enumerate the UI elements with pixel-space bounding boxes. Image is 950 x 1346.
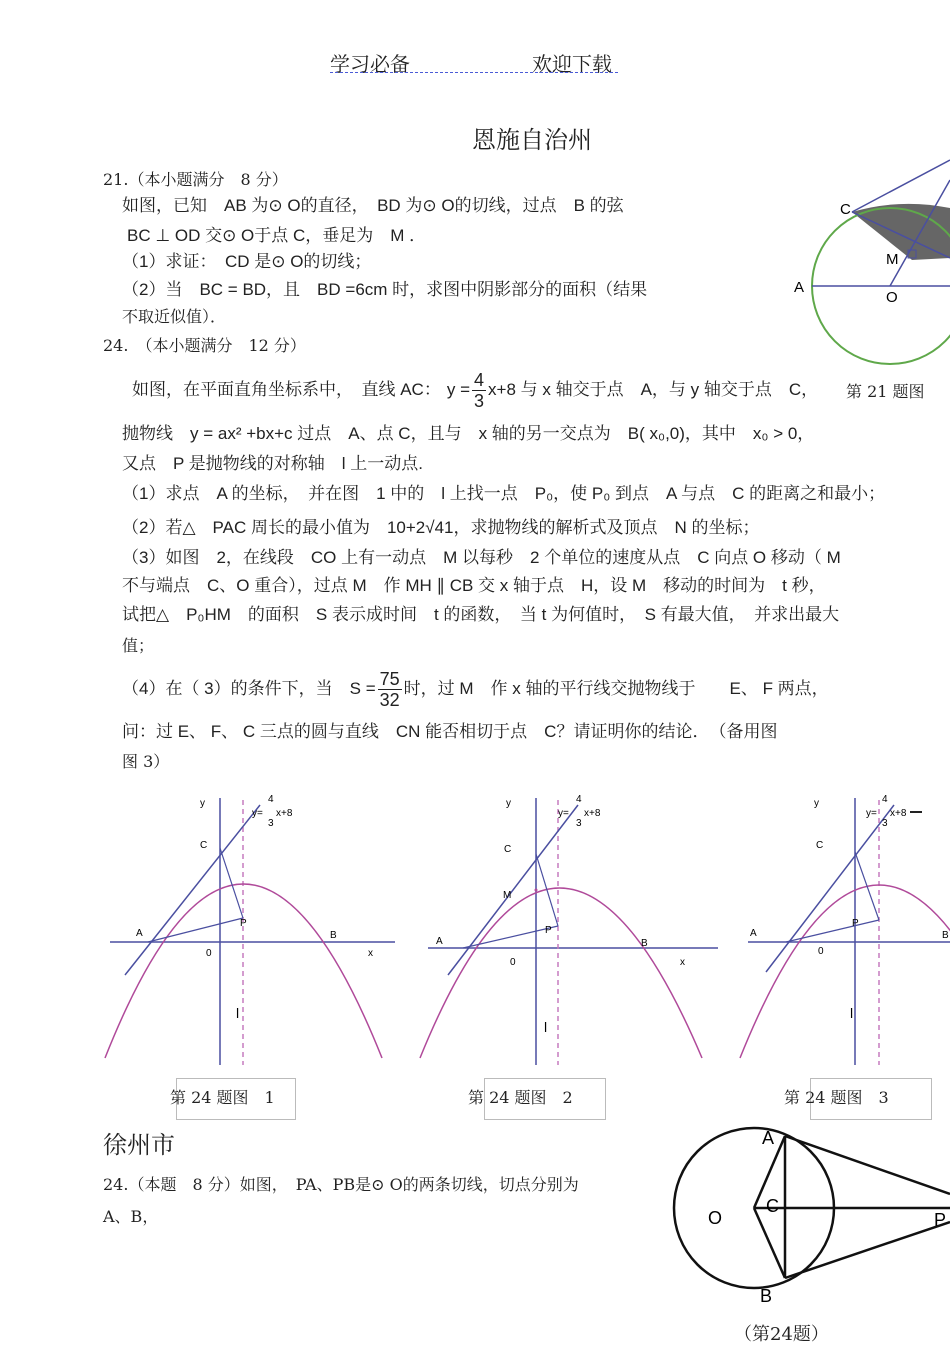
header-left: 学习必备 — [330, 52, 410, 76]
fig2-label-m: M — [503, 890, 512, 901]
fig1-label-x: x — [368, 948, 373, 959]
q24-figure-2 — [418, 790, 728, 1070]
segment-cp — [220, 848, 243, 918]
fraction-num: 4 — [474, 369, 485, 390]
q24b-line2: A、B， — [103, 1207, 159, 1226]
fig1-label-a: A — [136, 928, 143, 939]
q24-part4-cont2: 图 3） — [122, 752, 170, 771]
q21-line2: 如图，已知 AB 为⊙ O的直径， BD 为⊙ O的切线，过点 B 的弦 — [122, 196, 624, 215]
fig2-eq-post: x+8 — [584, 808, 601, 819]
fig3-y-label: y — [814, 798, 819, 809]
fig2-label-c: C — [504, 844, 512, 855]
q24-heading: 24. （本小题满分 12 分） — [103, 336, 306, 355]
label-b: B — [760, 1286, 773, 1306]
parabola — [420, 888, 702, 1058]
tangent-pa — [785, 1136, 950, 1194]
fig2-y-label: y — [506, 798, 511, 809]
fig2-label-b: B — [641, 938, 648, 949]
fig1-eq-pre: y= — [252, 808, 263, 819]
q24-line3: 又点 P 是抛物线的对称轴 l 上一动点. — [122, 454, 423, 473]
fig3-label-l: l — [850, 1005, 854, 1021]
segment-ap — [148, 918, 243, 942]
fig1-label-l: l — [236, 1005, 240, 1021]
section-title-enshi: 恩施自治州 — [472, 126, 592, 154]
label-c: C — [766, 1196, 779, 1216]
q21-part2-cont: 不取近似值）． — [122, 307, 227, 326]
fig1-label-o: 0 — [206, 948, 212, 959]
fig1-eq-num: 4 — [268, 794, 274, 805]
label-o: O — [886, 289, 898, 306]
section-title-xuzhou: 徐州市 — [103, 1131, 175, 1159]
q24-part4-s: S = — [349, 679, 376, 698]
fig3-label-p: P — [852, 918, 859, 929]
segment-cp — [855, 852, 879, 920]
fig3-eq-den: 3 — [882, 818, 888, 829]
q21-part2: （2）当 BC = BD，且 BD =6cm 时，求图中阴影部分的面积（结果 — [122, 280, 648, 299]
q24b-figure — [668, 1122, 950, 1312]
q24-part4-b: 时，过 M 作 x 轴的平行线交抛物线于 E、 F 两点， — [403, 679, 829, 698]
line-ac — [766, 805, 894, 972]
q24-fig2-caption: 第 24 题图 2 — [468, 1088, 573, 1107]
fig3-eq-post: x+8 — [890, 808, 907, 819]
label-c: C — [840, 201, 851, 218]
q24-fig1-caption: 第 24 题图 1 — [170, 1088, 275, 1107]
fig3-eq-num: 4 — [882, 794, 888, 805]
fig1-eq-post: x+8 — [276, 808, 293, 819]
radius-ob — [754, 1208, 785, 1278]
label-o: O — [708, 1208, 723, 1228]
q21-heading: 21.（本小题满分 8 分） — [103, 170, 288, 189]
fig1-label-c: C — [200, 840, 208, 851]
header-right: 欢迎下载 — [532, 52, 612, 76]
q24b-line1: 24.（本题 8 分）如图， PA、PB是⊙ O的两条切线，切点分别为 — [103, 1175, 579, 1194]
q21-part1: （1）求证： CD 是⊙ O的切线； — [122, 252, 372, 271]
q24-part1: （1）求点 A 的坐标， 并在图 1 中的 l 上找一点 P₀，使 P₀ 到点 A 与点 C 的距离之和最小； — [122, 484, 886, 503]
point-m — [535, 889, 538, 892]
fig3-label-a: A — [750, 928, 757, 939]
fraction-75-32 — [378, 669, 402, 710]
fraction-den: 3 — [474, 390, 485, 411]
segment-ap — [786, 920, 879, 942]
q24-part4-cont: 问：过 E、 F、 C 三点的圆与直线 CN 能否相切于点 C？请证明你的结论． （备用图 — [122, 722, 778, 741]
fig3-label-o: 0 — [818, 946, 824, 957]
fraction-den: 32 — [379, 689, 400, 710]
fig2-label-a: A — [436, 936, 443, 947]
q24b-caption: （第24题） — [734, 1324, 829, 1345]
label-a: A — [762, 1128, 775, 1148]
q24-figure-1 — [100, 790, 400, 1070]
fig2-eq-num: 4 — [576, 794, 582, 805]
label-a: A — [794, 279, 805, 296]
q24-part3: （3）如图 2，在线段 CO 上有一动点 M 以每秒 2 个单位的速度从点 C 向点 O 移动（ M — [122, 548, 841, 567]
q24-part3-cont2: 试把△ P₀HM 的面积 S 表示成时间 t 的函数， 当 t 为何值时， S 有最大值， 并求出最大 — [122, 605, 840, 624]
fraction-num: 75 — [379, 668, 400, 689]
parabola — [740, 885, 950, 1058]
fig2-label-o: 0 — [510, 957, 516, 968]
fig3-eq-pre: y= — [866, 808, 877, 819]
fig3-label-b: B — [942, 930, 949, 941]
fig2-eq-pre: y= — [558, 808, 569, 819]
q24-part2: （2）若△ PAC 周长的最小值为 10+2√41，求抛物线的解析式及顶点 N 的坐标； — [122, 518, 760, 537]
fig1-label-b: B — [330, 930, 337, 941]
q24-part4 — [122, 664, 829, 714]
line-ac — [125, 805, 260, 975]
q21-line3: BC ⊥ OD 交⊙ O于点 C，垂足为 M ． — [127, 226, 427, 245]
q24-figure-3 — [738, 790, 950, 1070]
q21-figure — [790, 150, 950, 375]
fig1-y-label: y — [200, 798, 205, 809]
segment-cp — [536, 854, 558, 926]
q21-caption: 第 21 题图 — [846, 382, 925, 401]
label-p: P — [934, 1210, 947, 1230]
q24-line2: 抛物线 y = ax² +bx+c 过点 A、点 C，且与 x 轴的另一交点为 B( x₀,0)，其中 x₀ > 0， — [122, 424, 815, 443]
fig2-label-l: l — [544, 1019, 548, 1035]
fig2-label-p: P — [545, 925, 552, 936]
fig1-label-p: P — [240, 918, 247, 929]
fig3-label-c: C — [816, 840, 824, 851]
fig1-eq-den: 3 — [268, 818, 274, 829]
q24-line1-y: y = — [446, 380, 470, 399]
header-underline — [330, 72, 618, 73]
q24-line1-b: x+8 与 x 轴交于点 A，与 y 轴交于点 C， — [488, 380, 819, 399]
q24-line1 — [132, 366, 818, 414]
q24-part3-cont1: 不与端点 C、O 重合），过点 M 作 MH ∥ CB 交 x 轴于点 H，设 M 移动的时间为 t 秒， — [122, 576, 826, 595]
q24-line1-a: 如图，在平面直角坐标系中， 直线 AC： — [132, 380, 441, 399]
q24-part4-a: （4）在（ 3）的条件下，当 — [122, 679, 350, 698]
q24-part3-cont3: 值； — [122, 636, 155, 655]
fig2-label-x: x — [680, 957, 685, 968]
fig2-eq-den: 3 — [576, 818, 582, 829]
label-m: M — [886, 251, 899, 268]
tangent-pb — [785, 1222, 950, 1278]
fraction-4-3 — [472, 370, 486, 411]
q24-fig3-caption: 第 24 题图 3 — [784, 1088, 889, 1107]
